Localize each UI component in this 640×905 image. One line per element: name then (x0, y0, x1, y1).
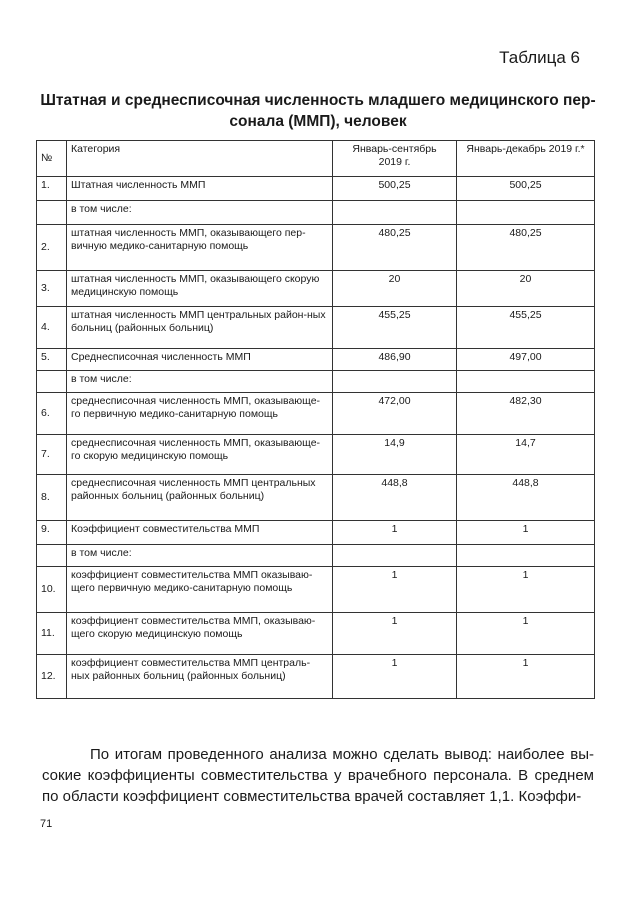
row-category: штатная численность ММП центральных район-ных больниц (районных больниц) (67, 307, 333, 349)
table-body (37, 177, 595, 699)
table-row (37, 371, 595, 393)
table-row (37, 225, 595, 271)
row-value-jan-sep: 1 (333, 655, 457, 699)
row-value-jan-sep: 455,25 (333, 307, 457, 349)
row-value-jan-dec: 448,8 (457, 475, 595, 521)
table-row (37, 567, 595, 613)
row-category: штатная численность ММП, оказывающего скорую медицинскую помощь (67, 271, 333, 307)
row-num: 12. (37, 655, 67, 699)
page-number: 71 (40, 818, 53, 830)
table-row (37, 655, 595, 699)
row-value-jan-dec: 1 (457, 567, 595, 613)
row-num (37, 371, 67, 393)
row-category: штатная численность ММП, оказывающего пер-вичную медико-санитарную помощь (67, 225, 333, 271)
row-num: 9. (37, 521, 67, 545)
staffing-table (36, 140, 595, 699)
row-category: среднесписочная численность ММП, оказывающе-го первичную медико-санитарную помощь (67, 393, 333, 435)
row-value-jan-sep: 14,9 (333, 435, 457, 475)
row-category: в том числе: (67, 371, 333, 393)
table-title (38, 90, 598, 132)
header-num: № (37, 141, 67, 177)
row-value-jan-sep (333, 201, 457, 225)
row-value-jan-dec: 1 (457, 613, 595, 655)
row-value-jan-sep (333, 371, 457, 393)
row-num: 2. (37, 225, 67, 271)
row-value-jan-dec: 1 (457, 655, 595, 699)
table-row (37, 201, 595, 225)
row-value-jan-sep: 500,25 (333, 177, 457, 201)
row-num: 11. (37, 613, 67, 655)
row-value-jan-dec: 482,30 (457, 393, 595, 435)
row-num: 6. (37, 393, 67, 435)
row-value-jan-sep: 486,90 (333, 349, 457, 371)
table-row (37, 435, 595, 475)
row-category: в том числе: (67, 201, 333, 225)
row-num: 5. (37, 349, 67, 371)
row-value-jan-dec (457, 201, 595, 225)
table-row (37, 545, 595, 567)
row-category: коэффициент совместительства ММП централь-ных районных больниц (районных больниц) (67, 655, 333, 699)
row-num: 7. (37, 435, 67, 475)
row-category: коэффициент совместительства ММП оказываю-щего первичную медико-санитарную помощь (67, 567, 333, 613)
table-row (37, 349, 595, 371)
table-header-row (37, 141, 595, 177)
table-row (37, 475, 595, 521)
row-category: Среднесписочная численность ММП (67, 349, 333, 371)
row-value-jan-sep: 480,25 (333, 225, 457, 271)
header-jan-sep-line-1: Январь-сентябрь (352, 143, 437, 155)
row-value-jan-dec: 500,25 (457, 177, 595, 201)
row-category: среднесписочная численность ММП, оказывающе-го скорую медицинскую помощь (67, 435, 333, 475)
row-category: коэффициент совместительства ММП, оказываю-щего скорую медицинскую помощь (67, 613, 333, 655)
row-num (37, 201, 67, 225)
row-value-jan-sep: 20 (333, 271, 457, 307)
table-row (37, 177, 595, 201)
row-num (37, 545, 67, 567)
row-value-jan-sep: 472,00 (333, 393, 457, 435)
table-row (37, 271, 595, 307)
row-value-jan-sep: 1 (333, 521, 457, 545)
table-row (37, 613, 595, 655)
header-jan-dec: Январь-декабрь 2019 г.* (457, 141, 595, 177)
table-row (37, 307, 595, 349)
header-category: Категория (67, 141, 333, 177)
header-jan-sep (333, 141, 457, 177)
row-category: Штатная численность ММП (67, 177, 333, 201)
row-category: среднесписочная численность ММП центральных районных больниц (районных больниц) (67, 475, 333, 521)
header-jan-sep-line-2: 2019 г. (378, 156, 411, 168)
row-value-jan-dec: 480,25 (457, 225, 595, 271)
row-value-jan-dec: 20 (457, 271, 595, 307)
row-value-jan-sep: 1 (333, 613, 457, 655)
row-value-jan-dec: 455,25 (457, 307, 595, 349)
row-value-jan-sep (333, 545, 457, 567)
table-row (37, 393, 595, 435)
row-category: Коэффициент совместительства ММП (67, 521, 333, 545)
row-num: 8. (37, 475, 67, 521)
conclusion-paragraph: По итогам проведенного анализа можно сделать вывод: наиболее вы-сокие коэффициенты совместительства у врачебного персонала. В среднем по области коэффициент совместительства врачей составляет 1,1. Коэффи- (42, 746, 594, 805)
table-title-line-1: Штатная и среднесписочная численность младшего медицинского пер- (40, 92, 596, 109)
row-num: 3. (37, 271, 67, 307)
table-label: Таблица 6 (499, 48, 580, 67)
row-value-jan-dec: 14,7 (457, 435, 595, 475)
row-value-jan-sep: 1 (333, 567, 457, 613)
row-value-jan-sep: 448,8 (333, 475, 457, 521)
row-num: 1. (37, 177, 67, 201)
row-value-jan-dec: 497,00 (457, 349, 595, 371)
table-title-line-2: сонала (ММП), человек (229, 113, 407, 130)
table-row (37, 521, 595, 545)
row-num: 4. (37, 307, 67, 349)
row-category: в том числе: (67, 545, 333, 567)
row-value-jan-dec (457, 545, 595, 567)
row-value-jan-dec (457, 371, 595, 393)
row-num: 10. (37, 567, 67, 613)
row-value-jan-dec: 1 (457, 521, 595, 545)
